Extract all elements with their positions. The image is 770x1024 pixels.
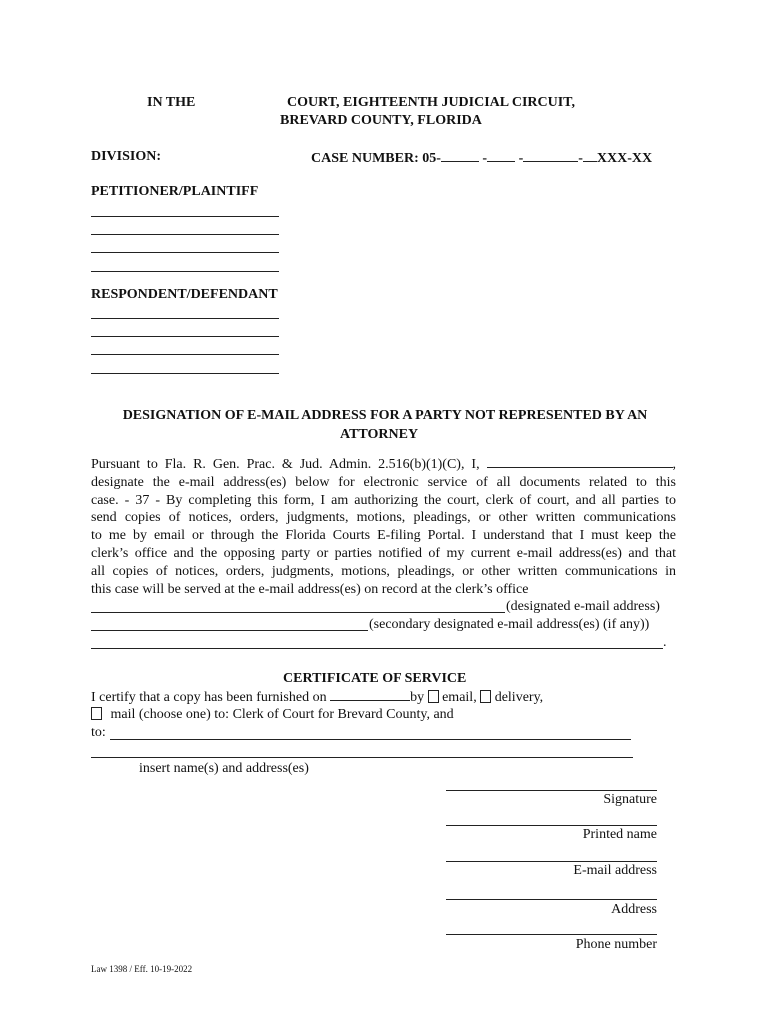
secondary-email-field[interactable]	[91, 630, 368, 631]
petitioner-line-3[interactable]	[91, 252, 279, 253]
phone-number-field[interactable]	[446, 934, 657, 935]
mail-checkbox[interactable]	[91, 707, 102, 720]
respondent-line-3[interactable]	[91, 354, 279, 355]
recipient-field-1[interactable]	[110, 739, 631, 740]
designated-email-label: (designated e-mail address)	[506, 599, 660, 614]
paragraph-line: Pursuant to Fla. R. Gen. Prac. & Jud. Admin. 2.516(b)(1)(C), I, ,	[91, 457, 677, 472]
printed-name-field[interactable]	[446, 825, 657, 826]
respondent-line-4[interactable]	[91, 373, 279, 374]
by-text: by	[410, 690, 425, 705]
form-title-line2: ATTORNEY	[340, 427, 419, 442]
respondent-line-2[interactable]	[91, 336, 279, 337]
signature-field[interactable]	[446, 790, 657, 791]
phone-number-label: Phone number	[575, 937, 657, 952]
printed-name-label: Printed name	[582, 827, 657, 842]
case-number-field-3[interactable]	[523, 150, 578, 162]
case-number-field-4[interactable]	[583, 150, 597, 162]
paragraph-line: this case will be served at the e-mail address(es) on record at the clerk’s office	[91, 581, 529, 597]
court-name-line2: BREVARD COUNTY, FLORIDA	[280, 113, 482, 128]
designated-email-field[interactable]	[91, 612, 505, 613]
case-number-field-1[interactable]	[441, 150, 479, 162]
delivery-option-label: delivery,	[494, 690, 544, 705]
period-mark: .	[663, 635, 667, 650]
email-option-label: email,	[442, 690, 477, 705]
case-number-prefix: CASE NUMBER: 05-	[311, 151, 441, 166]
paragraph-line: all copies of notices, orders, judgments, motions, pleadings, or other written communications in	[91, 563, 676, 579]
petitioner-line-4[interactable]	[91, 271, 279, 272]
petitioner-label: PETITIONER/PLAINTIFF	[91, 184, 259, 199]
to-label: to:	[91, 725, 106, 740]
case-number-field-2[interactable]	[487, 150, 515, 162]
paragraph-line: to me by email or through the Florida Courts E-filing Portal. I understand that I must keep the	[91, 528, 676, 544]
delivery-checkbox[interactable]	[480, 690, 491, 703]
additional-email-field[interactable]	[91, 648, 663, 649]
furnished-date-field[interactable]	[330, 689, 410, 701]
petitioner-line-2[interactable]	[91, 234, 279, 235]
paragraph-line: case. - 37 - By completing this form, I am authorizing the court, clerk of court, and all parties to	[91, 492, 676, 508]
address-field[interactable]	[446, 899, 657, 900]
signature-label: Signature	[603, 792, 657, 807]
respondent-line-1[interactable]	[91, 318, 279, 319]
address-label: Address	[611, 902, 657, 917]
designation-paragraph	[91, 456, 676, 598]
in-the-label: IN THE	[147, 95, 196, 110]
email-address-label: E-mail address	[573, 863, 657, 878]
form-id-footer: Law 1398 / Eff. 10-19-2022	[91, 964, 193, 974]
recipient-field-2[interactable]	[91, 757, 633, 758]
division-label: DIVISION:	[91, 149, 162, 164]
form-title-line1: DESIGNATION OF E-MAIL ADDRESS FOR A PARTY NOT REPRESENTED BY AN	[122, 408, 648, 423]
paragraph-line: designate the e-mail address(es) below for electronic service of all documents related to this	[91, 474, 676, 490]
secondary-email-label: (secondary designated e-mail address(es) (if any))	[369, 617, 650, 632]
case-number: CASE NUMBER: 05- - - - XXX-XX	[311, 151, 653, 166]
court-name-line1: COURT, EIGHTEENTH JUDICIAL CIRCUIT,	[287, 95, 575, 110]
certificate-line1	[91, 689, 543, 705]
insert-names-label: insert name(s) and address(es)	[139, 761, 309, 776]
paragraph-line1-text: Pursuant to Fla. R. Gen. Prac. & Jud. Admin. 2.516(b)(1)(C), I,	[91, 457, 480, 472]
case-number-suffix: XXX-XX	[596, 151, 653, 166]
certificate-line2	[91, 707, 454, 722]
paragraph-line: send copies of notices, orders, judgments, motions, pleadings, or other written communications	[91, 510, 676, 526]
certificate-line1-text: I certify that a copy has been furnished on	[91, 690, 327, 705]
petitioner-line-1[interactable]	[91, 216, 279, 217]
mail-option-label: mail (choose one) to: Clerk of Court for Brevard County, and	[110, 707, 454, 722]
party-name-field[interactable]	[487, 456, 673, 468]
respondent-label: RESPONDENT/DEFENDANT	[91, 287, 278, 302]
certificate-heading: CERTIFICATE OF SERVICE	[283, 671, 467, 686]
paragraph-line: clerk’s office and the opposing party or parties notified of my current e-mail address(es) and that	[91, 545, 676, 561]
email-address-field[interactable]	[446, 861, 657, 862]
email-checkbox[interactable]	[428, 690, 439, 703]
